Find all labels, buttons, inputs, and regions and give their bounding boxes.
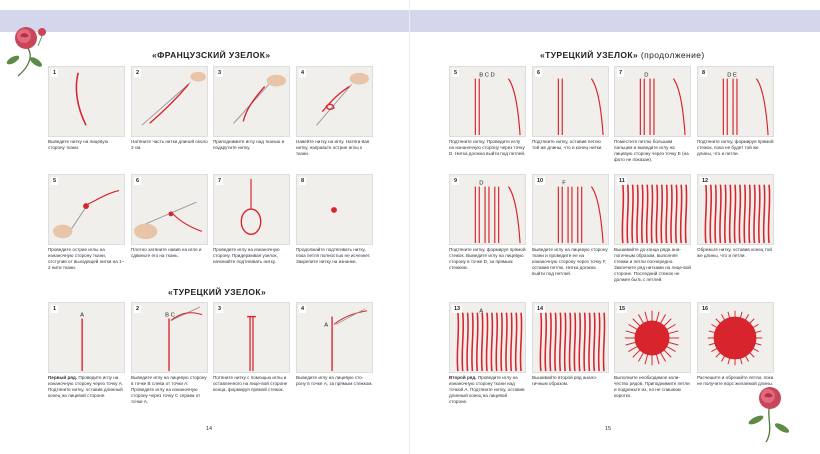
step-caption: [532, 139, 609, 151]
step-number: 4: [301, 306, 305, 312]
turkish-step-9: [449, 174, 526, 271]
step-photo: [614, 66, 691, 137]
step-caption: [697, 139, 774, 157]
step-photo: [213, 302, 290, 373]
step-photo: [131, 174, 208, 245]
step-number: 6: [136, 178, 140, 184]
step-caption-text: Подтяните нитку. Проведите иглу на изнаночную сторону через точку D. Нитка должна выйти под петлей.: [449, 139, 526, 156]
turkish-step-10: [532, 174, 609, 277]
header-band: [0, 10, 410, 32]
step-caption-bold: Первый ряд.: [48, 375, 78, 380]
step-number: 7: [218, 178, 222, 184]
page-number-right: 15: [605, 426, 612, 432]
step-photo: [614, 174, 691, 245]
turkish-knot-continued-title: [540, 50, 705, 60]
title-main: «ТУРЕЦКИЙ УЗЕЛОК»: [540, 50, 639, 60]
step-number: 1: [53, 70, 57, 76]
step-caption-text: Вышивайте второй ряд анало-гичным образом.: [532, 375, 598, 386]
turkish-step-4: [296, 302, 373, 387]
point-label: A: [324, 322, 329, 329]
step-caption: Продолжайте подтягивать нитку, пока петля полностью не исчезнет. Закрепите нитку на изнанке.: [296, 247, 371, 264]
step-caption: [449, 139, 526, 157]
step-photo: [697, 302, 774, 373]
french-step-4: [296, 66, 373, 157]
turkish-knot-title: «ТУРЕЦКИЙ УЗЕЛОК»: [168, 287, 267, 297]
step-number: 10: [537, 178, 544, 184]
french-step-6: [131, 174, 208, 259]
step-number: 6: [537, 70, 541, 76]
step-caption: [449, 247, 526, 271]
step-photo: [296, 174, 373, 245]
step-caption: [48, 375, 125, 399]
step-photo: [213, 66, 290, 137]
step-caption-text: Выполните необходимое коли-чество рядов. Приподнимите петли и подрежьте их, но не слишком коротко.: [614, 375, 690, 398]
step-number: 3: [218, 306, 222, 312]
step-caption: [532, 247, 609, 277]
step-number: 8: [702, 70, 706, 76]
step-caption: Потяните нитку с помощью иглы и оставленного на лице-вой стороне конца, формируя прямой стежок.: [213, 375, 288, 392]
step-photo: [296, 302, 373, 373]
turkish-step-14: [532, 302, 609, 387]
step-photo: [449, 66, 526, 137]
turkish-step-5: [449, 66, 526, 157]
step-caption-text: Обрежьте нитку, оставив конец той же длины, что и петли.: [697, 247, 772, 258]
french-step-2: [131, 66, 208, 151]
step-number: 11: [619, 178, 625, 184]
step-number: 2: [136, 306, 140, 312]
step-photo: [213, 174, 290, 245]
point-label: B C: [165, 312, 175, 319]
step-number: 1: [53, 306, 57, 312]
step-number: 5: [454, 70, 458, 76]
step-caption-text: Поместите петлю большим пальцем и выведите иглу на лицевую сторону через точку Е (на фото не показан).: [614, 139, 689, 162]
title-suffix: (продолжение): [640, 50, 705, 60]
step-caption: [532, 375, 609, 387]
step-caption-text: Выведите иглу на лицевую сторону ткани и проведите ее на изнаночную сторону через точку F, оставив петлю. Нитка должна выйти под петлей.: [532, 247, 608, 276]
step-caption: Выведите иглу на лицевую сто-рону в точке А, за прямым стежком.: [296, 375, 373, 386]
french-step-5: [48, 174, 125, 271]
step-caption: Выведите нитку на лицевую сторону ткани.: [48, 139, 109, 150]
step-number: 14: [537, 306, 544, 312]
step-caption: [697, 247, 774, 259]
step-number: 12: [702, 178, 709, 184]
step-photo: [449, 174, 526, 245]
step-caption: Проведите острие иглы на изнаночную сторону ткани, отступив от выходящей нитки на 1–2 нити ткани.: [48, 247, 125, 270]
turkish-step-8: [697, 66, 774, 157]
step-photo: [449, 302, 526, 373]
step-photo: [48, 66, 125, 137]
point-label: A: [479, 308, 484, 315]
rose-illustration-top-left: [4, 22, 50, 78]
step-number: 8: [301, 178, 305, 184]
french-step-3: [213, 66, 290, 151]
french-step-7: [213, 174, 290, 265]
step-photo: [532, 174, 609, 245]
point-label: A: [80, 312, 85, 319]
step-caption: Натяните часть нитки длиной около 3 см.: [131, 139, 208, 150]
header-band: [410, 10, 820, 32]
step-caption-bold: Второй ряд.: [449, 375, 477, 380]
step-caption-text: Подтяните нитку, формируя прямой стежок, пока не будет той же длины, что и петли.: [697, 139, 774, 156]
step-caption: Плотно затяните навив на игле и сдвиньте его на ткань.: [131, 247, 202, 258]
step-caption: [614, 139, 691, 163]
step-caption: [449, 375, 526, 405]
step-caption: Проведите иглу на изнаночную сторону. Придерживая узелок, начинайте подтягивать нитку.: [213, 247, 280, 264]
page-number-left: 14: [206, 426, 213, 432]
step-caption-text: Проведите иглу на изнаночную сторону через точку А. Подтяните нитку, оставив длинный конец на лицевой стороне.: [48, 375, 124, 398]
point-label: D: [644, 72, 649, 79]
step-number: 3: [218, 70, 222, 76]
turkish-step-2: [131, 302, 208, 405]
step-number: 2: [136, 70, 140, 76]
step-caption-text: Вышивайте до конца ряда ана-логичным образом, выполняя стежки и петли поочередно. Закончите ряд нитками на лице-вой стороне. Последний стежок не должен быть с петлей.: [614, 247, 691, 282]
step-number: 5: [53, 178, 57, 184]
right-page: [410, 0, 820, 454]
step-photo: [697, 174, 774, 245]
point-label: D E: [727, 72, 737, 79]
turkish-step-11: [614, 174, 691, 283]
step-number: 4: [301, 70, 305, 76]
step-photo: [532, 66, 609, 137]
step-photo: [48, 174, 125, 245]
turkish-step-6: [532, 66, 609, 151]
turkish-step-1: [48, 302, 125, 399]
turkish-step-15: [614, 302, 691, 399]
step-photo: [131, 66, 208, 137]
french-knot-title: «ФРАНЦУЗСКИЙ УЗЕЛОК»: [152, 50, 271, 60]
step-caption-text: Подтяните нитку, оставив петлю той же длины, что и конец нитки.: [532, 139, 603, 150]
point-label: F: [562, 180, 566, 187]
rose-illustration-bottom-right: [744, 384, 796, 444]
french-step-1: [48, 66, 125, 151]
step-photo: [614, 302, 691, 373]
step-caption-text: Проведите иглу на изнаночную сторону ткани над точкой А. Подтяните нитку, оставив длинный конец на лицевой стороне.: [449, 375, 525, 404]
step-caption: Навейте нитку на иглу. Натяги-вая нитку, направьте острие иглы к ткани.: [296, 139, 370, 156]
step-photo: [532, 302, 609, 373]
step-photo: [697, 66, 774, 137]
turkish-step-7: [614, 66, 691, 163]
turkish-step-3: [213, 302, 290, 393]
step-caption: [614, 247, 691, 283]
french-step-8: [296, 174, 373, 265]
step-number: 13: [454, 306, 461, 312]
turkish-step-13: [449, 302, 526, 405]
step-caption-text: Расчешите и обрезайте петли, пока не получите ворс желаемой длины.: [697, 375, 774, 386]
step-number: 9: [454, 178, 458, 184]
step-caption: [614, 375, 691, 399]
step-photo: [48, 302, 125, 373]
step-caption-text: Подтяните нитку, формируя прямой стежок. Выведите иглу на лицевую сторону в точке D, за прямым стежком.: [449, 247, 526, 270]
step-number: 16: [702, 306, 709, 312]
step-photo: [296, 66, 373, 137]
step-number: 7: [619, 70, 623, 76]
step-caption: Приподнимите иглу над тканью и подкрутите нитку.: [213, 139, 285, 150]
turkish-step-16: [697, 302, 774, 387]
point-label: B C D: [479, 72, 495, 79]
point-label: D: [479, 180, 484, 187]
step-number: 15: [619, 306, 626, 312]
step-caption: Выведите иглу на лицевую сторону в точке В слева от точки А. Проведите иглу на изнаночную сторону через точку С справа от точки А.: [131, 375, 207, 404]
turkish-step-12: [697, 174, 774, 259]
step-photo: [131, 302, 208, 373]
